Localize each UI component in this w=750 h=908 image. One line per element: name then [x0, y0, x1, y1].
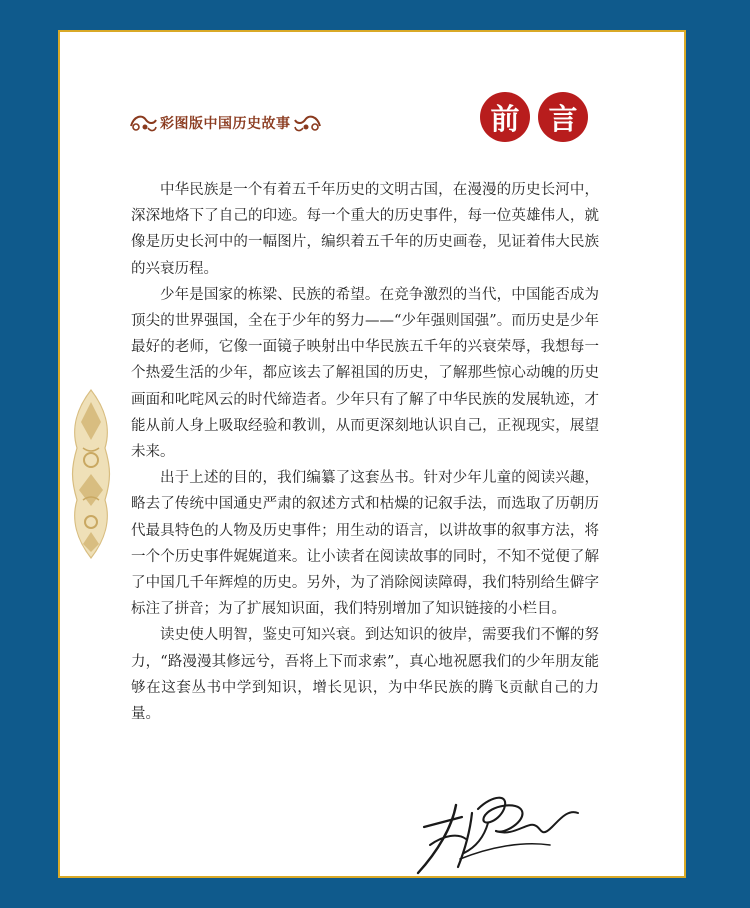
- page-title: [480, 92, 588, 142]
- dragon-ornament-left-icon: [128, 112, 158, 134]
- page-sheet: [58, 30, 686, 878]
- paragraph-4: 读史使人明智，鉴史可知兴衰。到达知识的彼岸，需要我们不懈的努力，“路漫漫其修远兮，吾将上下而求索”，真心地祝愿我们的少年朋友能够在这套丛书中学到知识，增长见识，为中华民族的腾飞贡献自己的力量。: [131, 627, 599, 723]
- paragraph-1: 中华民族是一个有着五千年历史的文明古国，在漫漫的历史长河中，深深地烙下了自己的印迹。每一个重大的历史事件，每一位英雄伟人，就像是历史长河中的一幅图片，编织着五千年的历史画卷，见证着伟大民族的兴衰历程。: [131, 182, 599, 277]
- paragraph-2: 少年是国家的栋梁、民族的希望。在竞争激烈的当代，中国能否成为顶尖的世界强国，全在于少年的努力——“少年强则国强”。而历史是少年最好的老师，它像一面镜子映射出中华民族五千年的兴衰荣辱，我想每一个热爱生活的少年，都应该去了解祖国的历史，了解那些惊心动魄的历史画面和叱咤风云的时代缔造者。少年只有了解了中华民族的发展轨迹，才能从前人身上吸取经验和教训，从而更深刻地认识自己，正视现实，展望未来。: [131, 286, 599, 461]
- handwritten-signature: [400, 787, 590, 877]
- decorative-scroll-ornament-icon: [71, 388, 111, 560]
- title-char-1: 前: [480, 92, 530, 142]
- title-char-2: 言: [538, 92, 588, 142]
- series-title: 彩图版中国历史故事: [160, 116, 291, 132]
- series-header: [128, 110, 323, 136]
- paragraph-3: 出于上述的目的，我们编纂了这套丛书。针对少年儿童的阅读兴趣，略去了传统中国通史严肃的叙述方式和枯燥的记叙手法，而选取了历朝历代最具特色的人物及历史事件；用生动的语言，以讲故事的叙事方法，将一个个历史事件娓娓道来。让小读者在阅读故事的同时，不知不觉便了解了中国几千年辉煌的历史。另外，为了消除阅读障碍，我们特别给生僻字标注了拼音；为了扩展知识面，我们特别增加了知识链接的小栏目。: [131, 470, 599, 618]
- preface-body: [131, 177, 599, 727]
- dragon-ornament-right-icon: [293, 112, 323, 134]
